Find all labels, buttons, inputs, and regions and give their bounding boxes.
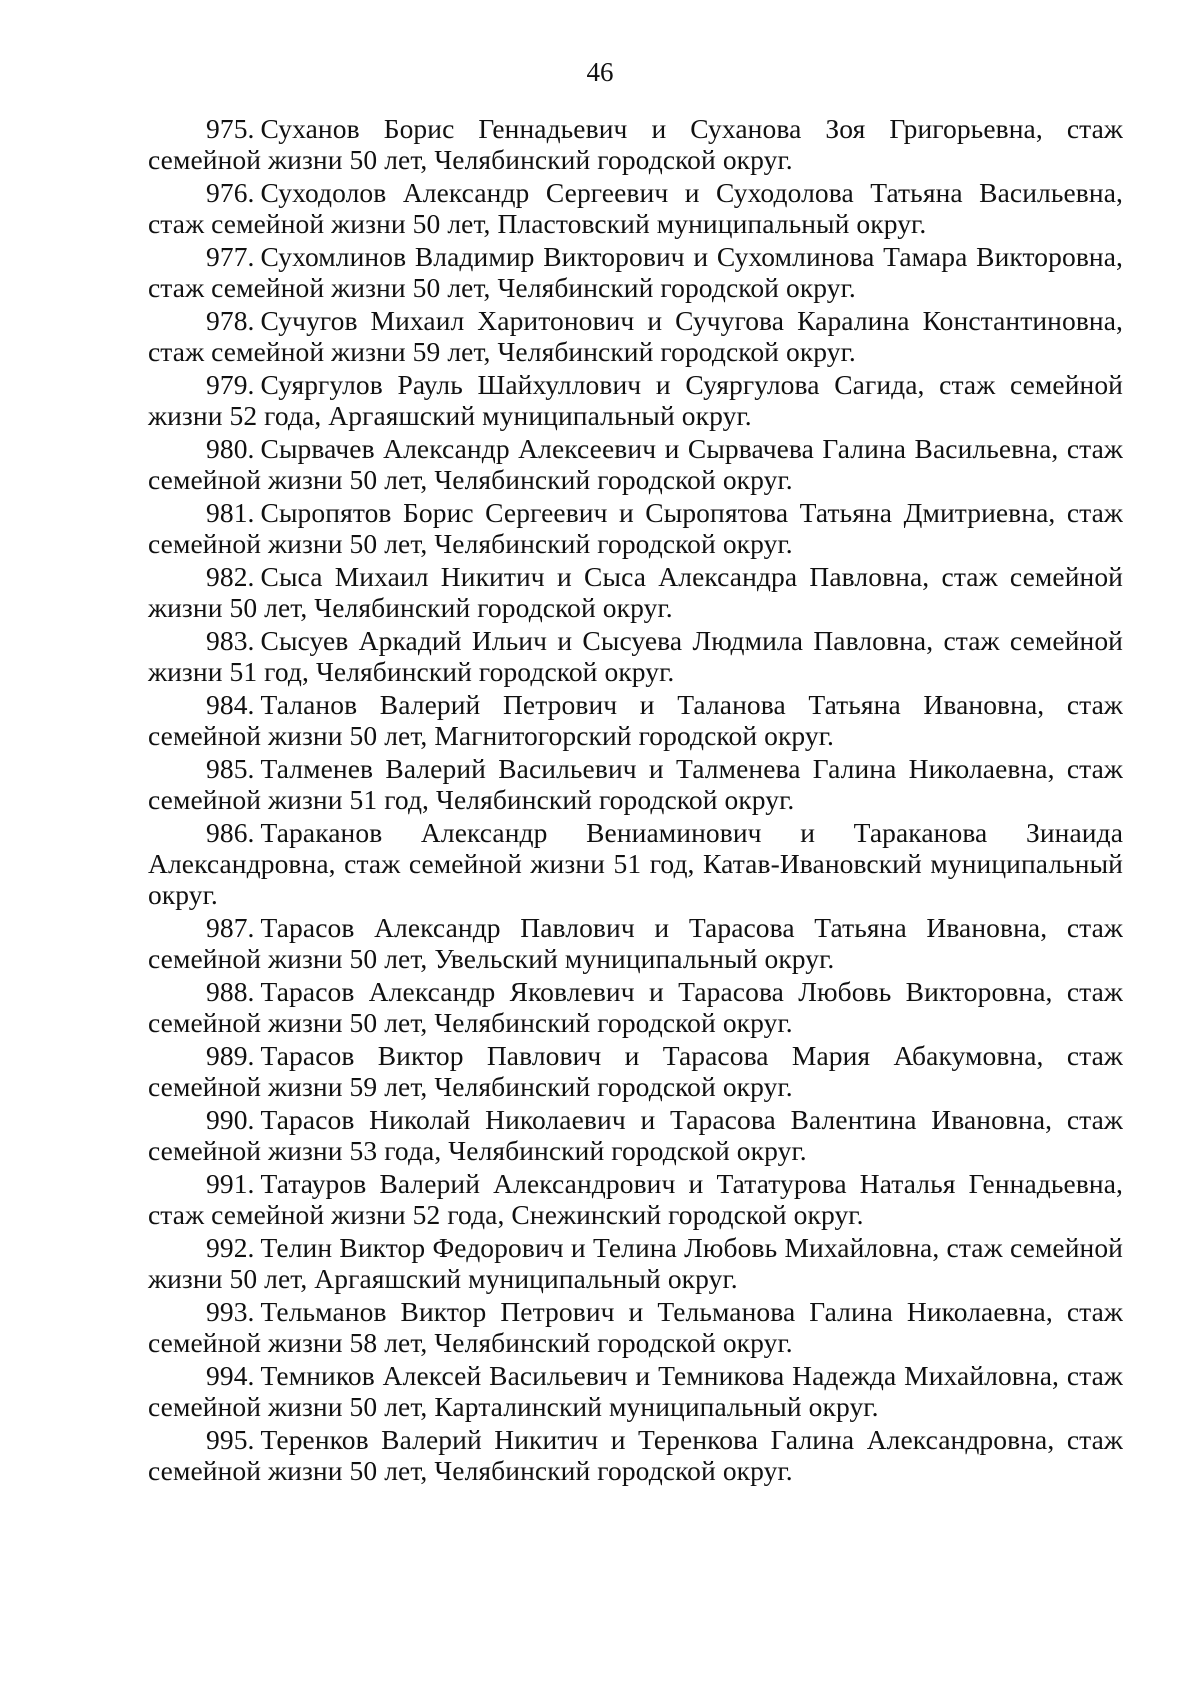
list-item	[148, 177, 1123, 239]
item-number: 995.	[206, 1424, 255, 1455]
list-item	[148, 305, 1123, 367]
item-number: 989.	[206, 1040, 255, 1071]
item-text: Сыса Михаил Никитич и Сыса Александра Павловна, стаж семейной жизни 50 лет, Челябинский городской округ.	[148, 561, 1123, 623]
list-item	[148, 976, 1123, 1038]
item-number: 979.	[206, 369, 255, 400]
list-item	[148, 113, 1123, 175]
list-item	[148, 817, 1123, 910]
item-text: Сухомлинов Владимир Викторович и Сухомлинова Тамара Викторовна, стаж семейной жизни 50 лет, Челябинский городской округ.	[148, 241, 1123, 303]
item-text: Татауров Валерий Александрович и Тататурова Наталья Геннадьевна, стаж семейной жизни 52 года, Снежинский городской округ.	[148, 1168, 1123, 1230]
item-text: Сысуев Аркадий Ильич и Сысуева Людмила Павловна, стаж семейной жизни 51 год, Челябинский городской округ.	[148, 625, 1123, 687]
item-number: 976.	[206, 177, 255, 208]
list-item	[148, 497, 1123, 559]
item-number: 986.	[206, 817, 255, 848]
list-item	[148, 753, 1123, 815]
item-text: Сучугов Михаил Харитонович и Сучугова Каралина Константиновна, стаж семейной жизни 59 лет, Челябинский городской округ.	[148, 305, 1123, 367]
item-text: Талменев Валерий Васильевич и Талменева Галина Николаевна, стаж семейной жизни 51 год, Челябинский городской округ.	[148, 753, 1123, 815]
list-item	[148, 1232, 1123, 1294]
item-text: Сырвачев Александр Алексеевич и Сырвачева Галина Васильевна, стаж семейной жизни 50 лет, Челябинский городской округ.	[148, 433, 1123, 495]
item-number: 977.	[206, 241, 255, 272]
item-number: 993.	[206, 1296, 255, 1327]
item-text: Суханов Борис Геннадьевич и Суханова Зоя Григорьевна, стаж семейной жизни 50 лет, Челябинский городской округ.	[148, 113, 1123, 175]
item-number: 984.	[206, 689, 255, 720]
item-text: Тарасов Александр Павлович и Тарасова Татьяна Ивановна, стаж семейной жизни 50 лет, Увельский муниципальный округ.	[148, 912, 1123, 974]
item-text: Телин Виктор Федорович и Телина Любовь Михайловна, стаж семейной жизни 50 лет, Аргаяшский муниципальный округ.	[148, 1232, 1123, 1294]
item-number: 991.	[206, 1168, 255, 1199]
list-item	[148, 561, 1123, 623]
item-text: Тарасов Виктор Павлович и Тарасова Мария Абакумовна, стаж семейной жизни 59 лет, Челябинский городской округ.	[148, 1040, 1123, 1102]
list-item	[148, 912, 1123, 974]
list-item	[148, 1168, 1123, 1230]
item-number: 992.	[206, 1232, 255, 1263]
list-item	[148, 1104, 1123, 1166]
award-list	[148, 113, 1123, 1488]
list-item	[148, 689, 1123, 751]
list-item	[148, 1360, 1123, 1422]
item-text: Тарасов Александр Яковлевич и Тарасова Любовь Викторовна, стаж семейной жизни 50 лет, Челябинский городской округ.	[148, 976, 1123, 1038]
item-number: 981.	[206, 497, 255, 528]
list-item	[148, 369, 1123, 431]
item-number: 978.	[206, 305, 255, 336]
item-text: Суходолов Александр Сергеевич и Суходолова Татьяна Васильевна, стаж семейной жизни 50 лет, Пластовский муниципальный округ.	[148, 177, 1123, 239]
item-number: 987.	[206, 912, 255, 943]
page-number: 46	[586, 57, 614, 87]
item-number: 990.	[206, 1104, 255, 1135]
item-text: Суяргулов Рауль Шайхуллович и Суяргулова Сагида, стаж семейной жизни 52 года, Аргаяшский муниципальный округ.	[148, 369, 1123, 431]
item-text: Тельманов Виктор Петрович и Тельманова Галина Николаевна, стаж семейной жизни 58 лет, Челябинский городской округ.	[148, 1296, 1123, 1358]
item-number: 980.	[206, 433, 255, 464]
list-item	[148, 433, 1123, 495]
list-item	[148, 241, 1123, 303]
item-text: Теренков Валерий Никитич и Теренкова Галина Александровна, стаж семейной жизни 50 лет, Челябинский городской округ.	[148, 1424, 1123, 1486]
item-number: 975.	[206, 113, 255, 144]
list-item	[148, 625, 1123, 687]
list-item	[148, 1296, 1123, 1358]
list-item	[148, 1424, 1123, 1486]
item-number: 983.	[206, 625, 255, 656]
item-number: 994.	[206, 1360, 255, 1391]
item-text: Сыропятов Борис Сергеевич и Сыропятова Татьяна Дмитриевна, стаж семейной жизни 50 лет, Челябинский городской округ.	[148, 497, 1123, 559]
item-number: 982.	[206, 561, 255, 592]
item-text: Таланов Валерий Петрович и Таланова Татьяна Ивановна, стаж семейной жизни 50 лет, Магнитогорский городской округ.	[148, 689, 1123, 751]
item-text: Темников Алексей Васильевич и Темникова Надежда Михайловна, стаж семейной жизни 50 лет, Карталинский муниципальный округ.	[148, 1360, 1123, 1422]
item-text: Тарасов Николай Николаевич и Тарасова Валентина Ивановна, стаж семейной жизни 53 года, Челябинский городской округ.	[148, 1104, 1123, 1166]
list-item	[148, 1040, 1123, 1102]
item-number: 988.	[206, 976, 255, 1007]
item-text: Тараканов Александр Вениаминович и Тараканова Зинаида Александровна, стаж семейной жизни 51 год, Катав-Ивановский муниципальный округ.	[148, 817, 1123, 910]
item-number: 985.	[206, 753, 255, 784]
